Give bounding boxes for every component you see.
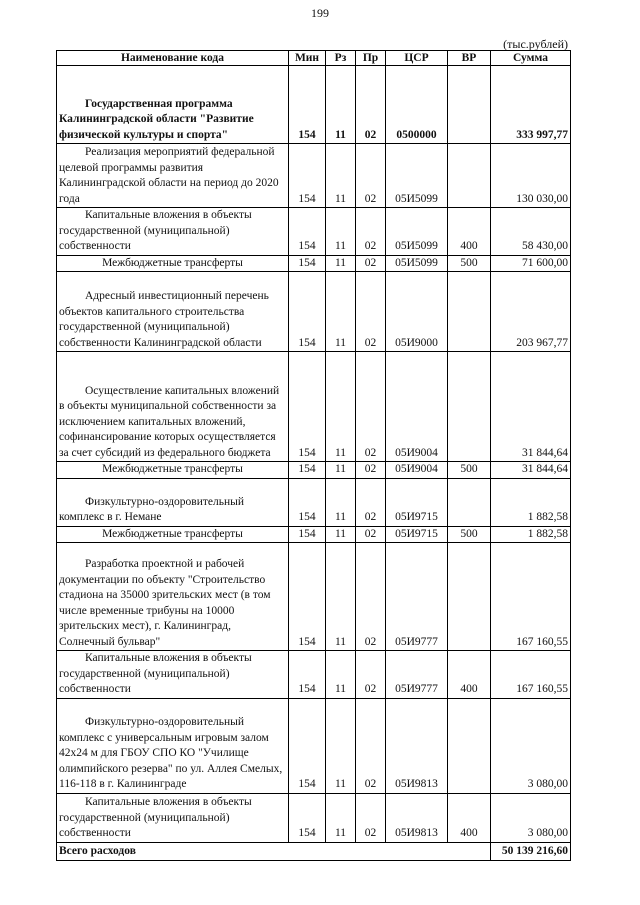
budget-table xyxy=(56,50,571,861)
row-rz: 11 xyxy=(326,543,356,651)
total-label: Всего расходов xyxy=(57,842,491,860)
row-rz: 11 xyxy=(326,255,356,272)
row-pr: 02 xyxy=(356,698,386,793)
row-vr: 400 xyxy=(448,208,491,256)
row-csr: 05И9777 xyxy=(386,543,448,651)
row-csr: 05И9715 xyxy=(386,526,448,543)
row-sum: 1 882,58 xyxy=(491,526,571,543)
row-csr: 05И9813 xyxy=(386,698,448,793)
row-rz: 11 xyxy=(326,352,356,462)
row-min: 154 xyxy=(289,255,326,272)
row-name: Капитальные вложения в объекты государственной (муниципальной) собственности xyxy=(57,793,289,842)
row-sum: 3 080,00 xyxy=(491,698,571,793)
row-min: 154 xyxy=(289,793,326,842)
row-csr: 05И9715 xyxy=(386,478,448,526)
row-csr: 05И9004 xyxy=(386,462,448,479)
row-vr xyxy=(448,352,491,462)
row-csr: 05И5099 xyxy=(386,255,448,272)
row-csr: 05И9000 xyxy=(386,272,448,352)
page-number: 199 xyxy=(311,6,329,20)
row-name: Межбюджетные трансферты xyxy=(57,462,289,479)
row-pr: 02 xyxy=(356,352,386,462)
row-vr: 400 xyxy=(448,651,491,699)
row-min: 154 xyxy=(289,272,326,352)
row-name: Физкультурно-оздоровительный комплекс в г. Немане xyxy=(57,478,289,526)
row-min: 154 xyxy=(289,543,326,651)
row-csr: 05И5099 xyxy=(386,144,448,208)
row-vr xyxy=(448,698,491,793)
row-rz: 11 xyxy=(326,462,356,479)
row-sum: 167 160,55 xyxy=(491,543,571,651)
row-rz: 11 xyxy=(326,144,356,208)
row-name: Капитальные вложения в объекты государственной (муниципальной) собственности xyxy=(57,208,289,256)
header-sum: Сумма xyxy=(491,51,571,66)
table-row xyxy=(57,526,571,543)
table-row xyxy=(57,272,571,352)
unit-note: (тыс.рублей) xyxy=(503,37,568,51)
table-row xyxy=(57,698,571,793)
row-min: 154 xyxy=(289,352,326,462)
row-min: 154 xyxy=(289,478,326,526)
table-row xyxy=(57,543,571,651)
row-sum: 333 997,77 xyxy=(491,66,571,144)
row-pr: 02 xyxy=(356,66,386,144)
row-name: Реализация мероприятий федеральной целевой программы развития Калининградской области на период до 2020 года xyxy=(57,144,289,208)
row-pr: 02 xyxy=(356,793,386,842)
row-name: Межбюджетные трансферты xyxy=(57,255,289,272)
row-rz: 11 xyxy=(326,698,356,793)
row-sum: 203 967,77 xyxy=(491,272,571,352)
row-csr: 05И9813 xyxy=(386,793,448,842)
row-vr: 500 xyxy=(448,526,491,543)
row-name: Разработка проектной и рабочей документации по объекту "Строительство стадиона на 35000 зрительских мест (в том числе временные трибуны на 10000 зрительских мест), г. Калининград, Солнечный бульвар" xyxy=(57,543,289,651)
table-row xyxy=(57,462,571,479)
row-pr: 02 xyxy=(356,651,386,699)
row-sum: 71 600,00 xyxy=(491,255,571,272)
row-csr: 05И9777 xyxy=(386,651,448,699)
row-vr: 500 xyxy=(448,255,491,272)
row-name: Физкультурно-оздоровительный комплекс с универсальным игровым залом 42х24 м для ГБОУ СПО КО "Училище олимпийского резерва" по ул. Аллея Смелых, 116-118 в г. Калининграде xyxy=(57,698,289,793)
row-rz: 11 xyxy=(326,66,356,144)
row-rz: 11 xyxy=(326,272,356,352)
row-vr xyxy=(448,478,491,526)
row-rz: 11 xyxy=(326,793,356,842)
row-rz: 11 xyxy=(326,478,356,526)
row-min: 154 xyxy=(289,144,326,208)
row-vr xyxy=(448,543,491,651)
row-pr: 02 xyxy=(356,144,386,208)
row-pr: 02 xyxy=(356,543,386,651)
row-sum: 3 080,00 xyxy=(491,793,571,842)
table-row xyxy=(57,352,571,462)
row-pr: 02 xyxy=(356,526,386,543)
row-pr: 02 xyxy=(356,478,386,526)
row-rz: 11 xyxy=(326,651,356,699)
header-pr: Пр xyxy=(356,51,386,66)
row-sum: 31 844,64 xyxy=(491,462,571,479)
row-pr: 02 xyxy=(356,462,386,479)
row-min: 154 xyxy=(289,66,326,144)
row-sum: 167 160,55 xyxy=(491,651,571,699)
row-sum: 31 844,64 xyxy=(491,352,571,462)
row-rz: 11 xyxy=(326,526,356,543)
row-sum: 1 882,58 xyxy=(491,478,571,526)
row-name: Адресный инвестиционный перечень объектов капитального строительства государственной (муниципальной) собственности Калининградской области xyxy=(57,272,289,352)
row-pr: 02 xyxy=(356,208,386,256)
row-sum: 130 030,00 xyxy=(491,144,571,208)
table-row xyxy=(57,651,571,699)
table-row xyxy=(57,144,571,208)
row-name: Государственная программа Калининградской области "Развитие физической культуры и спорта" xyxy=(57,66,289,144)
table-row xyxy=(57,66,571,144)
row-min: 154 xyxy=(289,208,326,256)
row-pr: 02 xyxy=(356,255,386,272)
row-min: 154 xyxy=(289,526,326,543)
header-csr: ЦСР xyxy=(386,51,448,66)
row-vr xyxy=(448,272,491,352)
row-rz: 11 xyxy=(326,208,356,256)
row-csr: 0500000 xyxy=(386,66,448,144)
header-vr: ВР xyxy=(448,51,491,66)
row-name: Осуществление капитальных вложений в объекты муниципальной собственности за исключением капитальных вложений, софинансирование которых осуществляется за счет субсидий из федерального бюджета xyxy=(57,352,289,462)
table-row xyxy=(57,478,571,526)
table-row xyxy=(57,208,571,256)
row-min: 154 xyxy=(289,651,326,699)
row-min: 154 xyxy=(289,698,326,793)
row-name: Капитальные вложения в объекты государственной (муниципальной) собственности xyxy=(57,651,289,699)
row-vr: 400 xyxy=(448,793,491,842)
row-min: 154 xyxy=(289,462,326,479)
row-vr: 500 xyxy=(448,462,491,479)
row-vr xyxy=(448,144,491,208)
row-csr: 05И9004 xyxy=(386,352,448,462)
row-vr xyxy=(448,66,491,144)
row-pr: 02 xyxy=(356,272,386,352)
header-rz: Рз xyxy=(326,51,356,66)
header-name: Наименование кода xyxy=(57,51,289,66)
table-row xyxy=(57,793,571,842)
table-row xyxy=(57,255,571,272)
row-name: Межбюджетные трансферты xyxy=(57,526,289,543)
total-sum: 50 139 216,60 xyxy=(491,842,571,860)
row-csr: 05И5099 xyxy=(386,208,448,256)
header-min: Мин xyxy=(289,51,326,66)
row-sum: 58 430,00 xyxy=(491,208,571,256)
header-row xyxy=(57,51,571,66)
total-row xyxy=(57,842,571,860)
